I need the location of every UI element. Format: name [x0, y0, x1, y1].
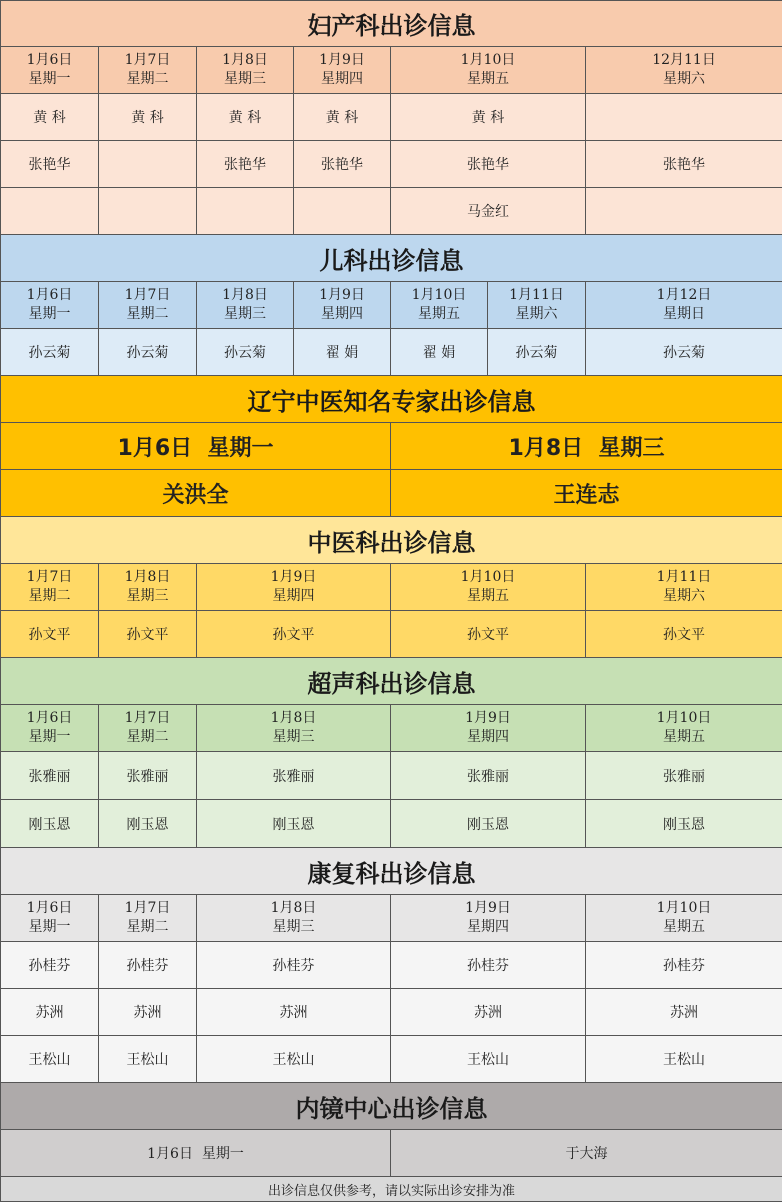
ultrasound-title: 超声科出诊信息: [1, 658, 782, 705]
rehab-cell: 王松山: [391, 1036, 586, 1083]
expert-right-name: 王连志: [391, 470, 782, 517]
obgyn-cell: 黄 科: [1, 94, 99, 141]
rehab-cell: 苏洲: [1, 989, 99, 1036]
obgyn-cell: 张艳华: [197, 141, 294, 188]
obgyn-cell: [1, 188, 99, 235]
pediatrics-cell: 翟 娟: [391, 329, 488, 376]
pediatrics-cell: 孙云菊: [488, 329, 586, 376]
expert-left-name: 关洪全: [1, 470, 391, 517]
ultrasound-cell: 刚玉恩: [391, 800, 586, 848]
rehab-cell: 王松山: [99, 1036, 197, 1083]
rehab-header: 1月7日 星期二: [99, 895, 197, 942]
obgyn-cell: [99, 141, 197, 188]
obgyn-cell: 马金红: [391, 188, 586, 235]
ultrasound-cell: 刚玉恩: [99, 800, 197, 848]
pediatrics-header: 1月9日 星期四: [294, 282, 391, 329]
tcm-cell: 孙文平: [586, 611, 782, 658]
expert-title: 辽宁中医知名专家出诊信息: [1, 376, 782, 423]
pediatrics-cell: 翟 娟: [294, 329, 391, 376]
footer-note: 出诊信息仅供参考，请以实际出诊安排为准: [1, 1177, 782, 1202]
tcm-header: 1月10日 星期五: [391, 564, 586, 611]
endoscopy-title: 内镜中心出诊信息: [1, 1083, 782, 1130]
ultrasound-cell: 张雅丽: [1, 752, 99, 800]
obgyn-cell: 张艳华: [391, 141, 586, 188]
rehab-cell: 孙桂芬: [391, 942, 586, 989]
pediatrics-cell: 孙云菊: [99, 329, 197, 376]
pediatrics-header: 1月8日 星期三: [197, 282, 294, 329]
obgyn-header: 1月9日 星期四: [294, 47, 391, 94]
endoscopy-doctor: 于大海: [391, 1130, 782, 1177]
obgyn-header: 1月6日 星期一: [1, 47, 99, 94]
tcm-cell: 孙文平: [1, 611, 99, 658]
obgyn-title: 妇产科出诊信息: [1, 1, 782, 47]
rehab-title: 康复科出诊信息: [1, 848, 782, 895]
obgyn-header: 1月10日 星期五: [391, 47, 586, 94]
rehab-cell: 王松山: [586, 1036, 782, 1083]
expert-right-date: 1月8日 星期三: [391, 423, 782, 470]
rehab-header: 1月10日 星期五: [586, 895, 782, 942]
obgyn-cell: [294, 188, 391, 235]
obgyn-cell: [586, 94, 782, 141]
pediatrics-cell: 孙云菊: [197, 329, 294, 376]
tcm-header: 1月7日 星期二: [1, 564, 99, 611]
pediatrics-header: 1月7日 星期二: [99, 282, 197, 329]
obgyn-cell: 黄 科: [197, 94, 294, 141]
pediatrics-title: 儿科出诊信息: [1, 235, 782, 282]
rehab-cell: 苏洲: [586, 989, 782, 1036]
ultrasound-header: 1月8日 星期三: [197, 705, 391, 752]
tcm-header: 1月9日 星期四: [197, 564, 391, 611]
obgyn-cell: 黄 科: [294, 94, 391, 141]
tcm-cell: 孙文平: [197, 611, 391, 658]
rehab-cell: 苏洲: [391, 989, 586, 1036]
ultrasound-cell: 刚玉恩: [197, 800, 391, 848]
pediatrics-header: 1月12日 星期日: [586, 282, 782, 329]
rehab-cell: 孙桂芬: [99, 942, 197, 989]
tcm-cell: 孙文平: [99, 611, 197, 658]
rehab-header: 1月8日 星期三: [197, 895, 391, 942]
rehab-cell: 孙桂芬: [197, 942, 391, 989]
pediatrics-cell: 孙云菊: [1, 329, 99, 376]
ultrasound-header: 1月6日 星期一: [1, 705, 99, 752]
obgyn-header: 1月7日 星期二: [99, 47, 197, 94]
obgyn-header: 12月11日 星期六: [586, 47, 782, 94]
ultrasound-header: 1月10日 星期五: [586, 705, 782, 752]
endoscopy-date: 1月6日 星期一: [1, 1130, 391, 1177]
rehab-cell: 苏洲: [99, 989, 197, 1036]
obgyn-cell: [197, 188, 294, 235]
ultrasound-cell: 张雅丽: [391, 752, 586, 800]
ultrasound-cell: 张雅丽: [99, 752, 197, 800]
obgyn-cell: 黄 科: [99, 94, 197, 141]
obgyn-cell: 张艳华: [1, 141, 99, 188]
rehab-header: 1月9日 星期四: [391, 895, 586, 942]
rehab-cell: 孙桂芬: [1, 942, 99, 989]
obgyn-cell: 张艳华: [586, 141, 782, 188]
rehab-cell: 苏洲: [197, 989, 391, 1036]
ultrasound-cell: 张雅丽: [586, 752, 782, 800]
tcm-header: 1月11日 星期六: [586, 564, 782, 611]
ultrasound-cell: 刚玉恩: [1, 800, 99, 848]
pediatrics-header: 1月6日 星期一: [1, 282, 99, 329]
ultrasound-cell: 刚玉恩: [586, 800, 782, 848]
obgyn-cell: 黄 科: [391, 94, 586, 141]
pediatrics-cell: 孙云菊: [586, 329, 782, 376]
ultrasound-header: 1月7日 星期二: [99, 705, 197, 752]
tcm-cell: 孙文平: [391, 611, 586, 658]
pediatrics-header: 1月11日 星期六: [488, 282, 586, 329]
tcm-header: 1月8日 星期三: [99, 564, 197, 611]
rehab-cell: 王松山: [1, 1036, 99, 1083]
obgyn-cell: [99, 188, 197, 235]
obgyn-cell: [586, 188, 782, 235]
rehab-cell: 王松山: [197, 1036, 391, 1083]
ultrasound-header: 1月9日 星期四: [391, 705, 586, 752]
rehab-cell: 孙桂芬: [586, 942, 782, 989]
ultrasound-cell: 张雅丽: [197, 752, 391, 800]
obgyn-cell: 张艳华: [294, 141, 391, 188]
pediatrics-header: 1月10日 星期五: [391, 282, 488, 329]
obgyn-header: 1月8日 星期三: [197, 47, 294, 94]
expert-left-date: 1月6日 星期一: [1, 423, 391, 470]
tcm-title: 中医科出诊信息: [1, 517, 782, 564]
rehab-header: 1月6日 星期一: [1, 895, 99, 942]
